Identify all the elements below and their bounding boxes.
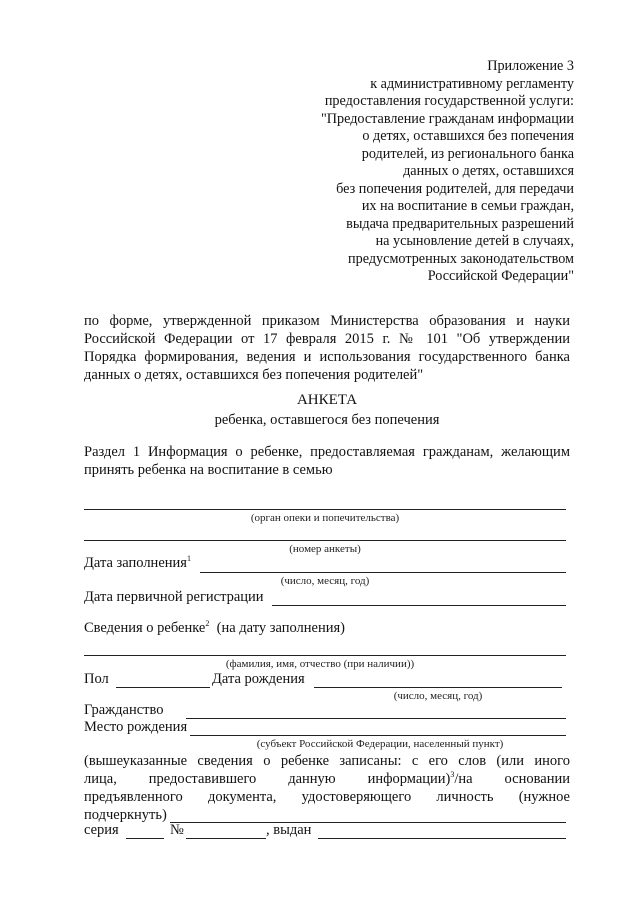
birth-date-label: Дата рождения <box>212 671 305 687</box>
child-full-name-field[interactable] <box>84 655 566 656</box>
form-number-field[interactable] <box>84 540 566 541</box>
appendix-line: на усыновление детей в случаях, <box>375 233 574 249</box>
identity-document-field[interactable] <box>170 822 566 823</box>
recorded-line: (вышеуказанные сведения о ребенке записаны: с его слов (или иного <box>84 753 570 769</box>
document-title: АНКЕТА <box>296 392 358 408</box>
primary-registration-field[interactable] <box>272 605 566 606</box>
recorded-line-2b: /на основании <box>454 771 570 787</box>
recorded-line: предъявленного документа, удостоверяющего личность (нужное <box>84 789 570 805</box>
sex-label: Пол <box>84 671 109 687</box>
appendix-line: выдача предварительных разрешений <box>346 215 574 232</box>
full-name-caption: (фамилия, имя, отчество (при наличии)) <box>225 658 415 670</box>
birthplace-label: Место рождения <box>84 719 188 735</box>
appendix-line: "Предоставление гражданам информации <box>320 110 574 127</box>
appendix-line: о детях, оставшихся без попечения <box>362 128 574 144</box>
section-1-line: принять ребенка на воспитание в семью <box>84 462 333 478</box>
birthplace-caption: (субъект Российской Федерации, населенный пункт) <box>256 738 504 750</box>
citizenship-field[interactable] <box>186 718 566 719</box>
fill-date-label <box>84 555 191 572</box>
section-1-line: Раздел 1 Информация о ребенке, предоставляемая гражданам, желающим <box>84 444 570 460</box>
number-field[interactable] <box>186 838 266 839</box>
form-note-line: по форме, утвержденной приказом Министерства образования и науки <box>84 313 570 329</box>
issued-by-field[interactable] <box>318 838 566 839</box>
issued-label: , выдан <box>266 822 312 838</box>
recorded-line <box>84 770 570 788</box>
appendix-line: их на воспитание в семьи граждан, <box>361 198 574 214</box>
appendix-line: данных о детях, оставшихся <box>403 163 574 179</box>
series-label: серия <box>84 822 119 838</box>
recorded-source-paragraph <box>84 752 570 824</box>
birth-date-caption: (число, месяц, год) <box>393 690 483 702</box>
form-note-line: данных о детях, оставшихся без попечения родителей" <box>84 367 424 383</box>
appendix-line: к административному регламенту <box>370 75 574 92</box>
fill-date-label-text: Дата заполнения <box>84 555 187 571</box>
appendix-line: Приложение 3 <box>487 58 574 74</box>
form-number-caption: (номер анкеты) <box>289 543 361 555</box>
fill-date-field[interactable] <box>200 572 566 573</box>
appendix-block <box>274 58 574 286</box>
number-label: № <box>170 822 184 838</box>
child-info-label-text: Сведения о ребенке <box>84 620 206 636</box>
child-info-label <box>84 620 345 637</box>
form-note-line: Порядка формирования, ведения и использования государственного банка <box>84 349 570 365</box>
appendix-line: Российской Федерации" <box>427 268 574 284</box>
recorded-line: подчеркнуть) <box>84 807 167 823</box>
document-subtitle: ребенка, оставшегося без попечения <box>214 412 440 428</box>
primary-registration-label: Дата первичной регистрации <box>84 589 264 605</box>
section-1-heading <box>84 443 570 479</box>
appendix-line: предоставления государственной услуги: <box>324 93 574 109</box>
appendix-line: родителей, из регионального банка <box>361 145 574 162</box>
footnote-1-marker: 1 <box>186 554 191 564</box>
birth-date-field[interactable] <box>314 687 562 688</box>
fill-date-caption: (число, месяц, год) <box>280 575 370 587</box>
appendix-line: без попечения родителей, для передачи <box>336 180 574 197</box>
footnote-2-marker: 2 <box>205 619 210 629</box>
guardianship-authority-field[interactable] <box>84 509 566 510</box>
recorded-line-2a: лица, предоставившего данную информации) <box>84 771 451 787</box>
birthplace-field[interactable] <box>190 735 566 736</box>
form-note-line: Российской Федерации от 17 февраля 2015 г. № 101 "Об утверждении <box>84 331 570 347</box>
form-approval-note <box>84 312 570 384</box>
appendix-line: предусмотренных законодательством <box>348 250 574 267</box>
series-field[interactable] <box>126 838 164 839</box>
sex-field[interactable] <box>116 687 210 688</box>
guardianship-authority-caption: (орган опеки и попечительства) <box>250 512 400 524</box>
citizenship-label: Гражданство <box>84 702 164 718</box>
child-info-suffix: (на дату заполнения) <box>216 620 345 636</box>
footnote-3-marker: 3 <box>450 770 455 780</box>
